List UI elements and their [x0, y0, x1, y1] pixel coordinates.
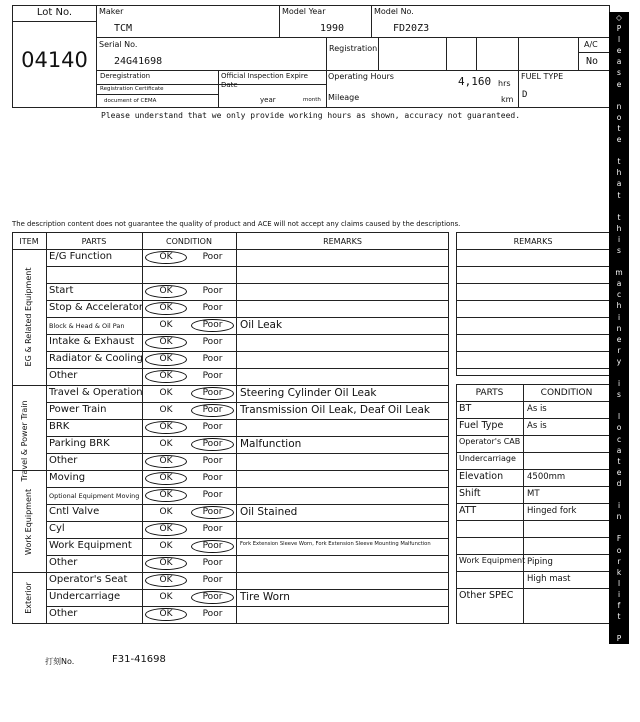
- poor-option: Poor: [202, 490, 223, 500]
- selected-condition-circle: [145, 370, 187, 383]
- selected-condition-circle: [145, 285, 187, 298]
- row-divider: [46, 487, 449, 488]
- group-work-equipment: Work Equipment: [24, 488, 33, 556]
- part-name: Operator's Seat: [49, 574, 128, 585]
- model-year-label: Model Year: [282, 7, 326, 16]
- side-remark-divider: [456, 266, 610, 267]
- ok-option: OK: [159, 575, 173, 585]
- remark-text: Malfunction: [240, 438, 302, 450]
- ok-option: OK: [159, 286, 173, 296]
- parts-header: PARTS: [81, 237, 107, 246]
- ac-value: No: [586, 56, 599, 67]
- condition-header: CONDITION: [166, 237, 212, 246]
- side-part-name: Shift: [459, 488, 481, 499]
- location-notice-bar: [609, 12, 629, 721]
- side-remarks-header: REMARKS: [513, 237, 553, 246]
- ok-option: OK: [159, 507, 173, 517]
- side-remark-divider: [456, 300, 610, 301]
- selected-condition-circle: [191, 591, 234, 604]
- group-travel-power: Travel & Power Train: [20, 400, 29, 482]
- part-name: Optional Equipment Moving: [49, 492, 140, 500]
- poor-option: Poor: [202, 303, 223, 313]
- row-divider: [46, 334, 449, 335]
- poor-option: Poor: [202, 371, 223, 381]
- registration-cert-label: Registration Certificate: [100, 86, 164, 92]
- serial-value: 24G41698: [114, 56, 163, 67]
- hrs-unit: hrs: [498, 79, 511, 88]
- selected-condition-circle: [145, 302, 187, 315]
- fuel-type-value: D: [522, 90, 528, 100]
- fuel-type-label: FUEL TYPE: [521, 72, 564, 81]
- row-divider: [46, 504, 449, 505]
- month-label: month: [303, 97, 321, 103]
- side-row-divider: [456, 452, 610, 453]
- ok-option: OK: [159, 592, 173, 602]
- side-remark-divider: [456, 334, 610, 335]
- selected-condition-circle: [145, 353, 187, 366]
- ok-option: OK: [159, 337, 173, 347]
- poor-option: Poor: [202, 286, 223, 296]
- row-divider: [46, 266, 449, 267]
- ok-option: OK: [159, 609, 173, 619]
- side-part-name: Other SPEC: [459, 590, 514, 601]
- poor-option: Poor: [202, 456, 223, 466]
- ok-option: OK: [159, 354, 173, 364]
- model-no-label: Model No.: [374, 7, 414, 16]
- side-part-name: BT: [459, 403, 472, 414]
- row-divider: [46, 317, 449, 318]
- side-condition-value: As is: [527, 421, 547, 431]
- row-divider: [46, 589, 449, 590]
- operating-hours-label: Operating Hours: [328, 72, 394, 81]
- row-divider: [46, 300, 449, 301]
- side-part-name: Elevation: [459, 471, 504, 482]
- location-notice-text: ◇ P l e a s e n o t e t h a t t h i s m a c h i n e r y i s l o c a t e d i n F o r k l i f t P a r k i n g ◇: [615, 13, 623, 721]
- serial-label: Serial No.: [99, 40, 138, 49]
- poor-option: Poor: [202, 337, 223, 347]
- part-name: Undercarriage: [49, 591, 121, 602]
- selected-condition-circle: [145, 251, 187, 264]
- side-row-divider: [456, 554, 610, 555]
- poor-option: Poor: [202, 320, 223, 330]
- deregistration-label: Deregistration: [100, 72, 151, 80]
- poor-option: Poor: [202, 405, 223, 415]
- poor-option: Poor: [202, 252, 223, 262]
- ok-option: OK: [159, 558, 173, 568]
- row-divider: [46, 419, 449, 420]
- part-name: Radiator & Cooling: [49, 353, 143, 364]
- side-condition-value: Piping: [527, 557, 553, 567]
- ok-option: OK: [159, 490, 173, 500]
- side-row-divider: [456, 503, 610, 504]
- ok-option: OK: [159, 422, 173, 432]
- row-divider: [46, 538, 449, 539]
- part-name: Power Train: [49, 404, 107, 415]
- remark-text: Oil Stained: [240, 506, 298, 518]
- side-part-name: Operator's CAB: [459, 437, 521, 446]
- poor-option: Poor: [202, 439, 223, 449]
- side-condition-value: High mast: [527, 574, 571, 584]
- side-row-divider: [456, 486, 610, 487]
- remarks-header: REMARKS: [323, 237, 362, 246]
- remark-text: Fork Extension Sleeve Worn, Fork Extension Sleeve Mounting Malfunction: [240, 541, 431, 547]
- km-unit: km: [501, 95, 514, 104]
- ok-option: OK: [159, 473, 173, 483]
- working-hours-notice: Please understand that we only provide working hours as shown, accuracy not guaranteed.: [101, 111, 521, 120]
- ok-option: OK: [159, 303, 173, 313]
- remark-text: Tire Worn: [240, 591, 290, 603]
- ok-option: OK: [159, 320, 173, 330]
- selected-condition-circle: [145, 574, 187, 587]
- lot-number: 04140: [21, 48, 88, 72]
- stamp-label: 打刻No.: [45, 657, 75, 666]
- poor-option: Poor: [202, 541, 223, 551]
- ok-option: OK: [159, 524, 173, 534]
- selected-condition-circle: [145, 557, 187, 570]
- ac-label: A/C: [584, 40, 598, 49]
- side-part-name: Fuel Type: [459, 420, 504, 431]
- model-no-value: FD20Z3: [393, 23, 430, 34]
- side-part-name: ATT: [459, 505, 477, 516]
- side-condition-header: CONDITION: [540, 388, 593, 398]
- lot-label: Lot No.: [36, 7, 73, 18]
- poor-option: Poor: [202, 388, 223, 398]
- side-row-divider: [456, 588, 610, 589]
- side-condition-value: MT: [527, 489, 540, 499]
- remark-text: Transmission Oil Leak, Deaf Oil Leak: [240, 404, 431, 416]
- row-divider: [46, 555, 449, 556]
- ok-option: OK: [159, 405, 173, 415]
- row-divider: [46, 521, 449, 522]
- part-name: E/G Function: [49, 251, 113, 262]
- description-notice: The description content does not guarantee the quality of product and ACE will not accept any claims caused by the descriptions.: [12, 220, 461, 228]
- selected-condition-circle: [145, 523, 187, 536]
- part-name: Other: [49, 370, 78, 381]
- part-name: Travel & Operation: [49, 387, 143, 398]
- part-name: Other: [49, 557, 78, 568]
- part-name: Cntl Valve: [49, 506, 100, 517]
- part-name: Cyl: [49, 523, 65, 534]
- group-exterior: Exterior: [24, 582, 33, 614]
- part-name: Other: [49, 455, 78, 466]
- part-name: Parking BRK: [49, 438, 110, 449]
- poor-option: Poor: [202, 354, 223, 364]
- ok-option: OK: [159, 541, 173, 551]
- side-remark-divider: [456, 368, 610, 369]
- selected-condition-circle: [145, 421, 187, 434]
- selected-condition-circle: [145, 608, 187, 621]
- poor-option: Poor: [202, 473, 223, 483]
- side-row-divider: [456, 469, 610, 470]
- selected-condition-circle: [191, 319, 234, 332]
- side-row-divider: [456, 537, 610, 538]
- part-name: Start: [49, 285, 74, 296]
- cema-label: document of CEMA: [104, 98, 157, 104]
- poor-option: Poor: [202, 609, 223, 619]
- row-divider: [46, 402, 449, 403]
- row-divider: [46, 606, 449, 607]
- side-remark-divider: [456, 283, 610, 284]
- part-name: Block & Head & Oil Pan: [49, 322, 125, 330]
- side-row-divider: [456, 435, 610, 436]
- selected-condition-circle: [145, 472, 187, 485]
- selected-condition-circle: [191, 540, 234, 553]
- side-row-divider: [456, 418, 610, 419]
- selected-condition-circle: [191, 506, 234, 519]
- part-name: Intake & Exhaust: [49, 336, 135, 347]
- selected-condition-circle: [145, 455, 187, 468]
- year-label: year: [260, 96, 276, 104]
- row-divider: [12, 572, 449, 573]
- part-name: Stop & Accelerator: [49, 302, 144, 313]
- row-divider: [12, 385, 449, 386]
- side-row-divider: [456, 520, 610, 521]
- side-remark-divider: [456, 351, 610, 352]
- selected-condition-circle: [145, 336, 187, 349]
- side-condition-value: Hinged fork: [527, 506, 577, 516]
- ok-option: OK: [159, 371, 173, 381]
- part-name: Moving: [49, 472, 86, 483]
- poor-option: Poor: [202, 575, 223, 585]
- row-divider: [46, 368, 449, 369]
- side-remark-divider: [456, 317, 610, 318]
- ok-option: OK: [159, 388, 173, 398]
- side-row-divider: [456, 401, 610, 402]
- model-year-value: 1990: [320, 23, 345, 34]
- maker-label: Maker: [99, 7, 124, 16]
- part-name: Work Equipment: [49, 540, 132, 551]
- side-part-name: Work Equipment: [459, 556, 526, 565]
- side-row-divider: [456, 571, 610, 572]
- row-divider: [46, 453, 449, 454]
- remark-text: Oil Leak: [240, 319, 283, 331]
- side-condition-value: 4500mm: [527, 472, 566, 482]
- selected-condition-circle: [191, 387, 234, 400]
- part-name: Other: [49, 608, 78, 619]
- stamp-number: F31-41698: [112, 654, 166, 665]
- part-name: BRK: [49, 421, 70, 432]
- registration-label: Registration: [329, 44, 378, 53]
- poor-option: Poor: [202, 592, 223, 602]
- side-parts-header: PARTS: [475, 388, 504, 398]
- side-condition-value: As is: [527, 404, 547, 414]
- inspection-label: Official Inspection Expire Date: [221, 72, 308, 89]
- mileage-label: Mileage: [328, 93, 360, 102]
- row-divider: [46, 436, 449, 437]
- ok-option: OK: [159, 252, 173, 262]
- selected-condition-circle: [145, 489, 187, 502]
- ok-option: OK: [159, 439, 173, 449]
- poor-option: Poor: [202, 558, 223, 568]
- group-eg-related: EG & Related Equipment: [24, 267, 33, 367]
- selected-condition-circle: [191, 404, 234, 417]
- selected-condition-circle: [191, 438, 234, 451]
- remark-text: Steering Cylinder Oil Leak: [240, 387, 377, 399]
- item-header: ITEM: [19, 237, 39, 246]
- side-part-name: Undercarriage: [459, 454, 516, 463]
- row-divider: [46, 351, 449, 352]
- row-divider: [46, 283, 449, 284]
- row-divider: [12, 470, 449, 471]
- maker-value: TCM: [114, 23, 133, 34]
- ok-option: OK: [159, 456, 173, 466]
- poor-option: Poor: [202, 422, 223, 432]
- operating-hours-value: 4,160: [458, 75, 492, 88]
- poor-option: Poor: [202, 524, 223, 534]
- poor-option: Poor: [202, 507, 223, 517]
